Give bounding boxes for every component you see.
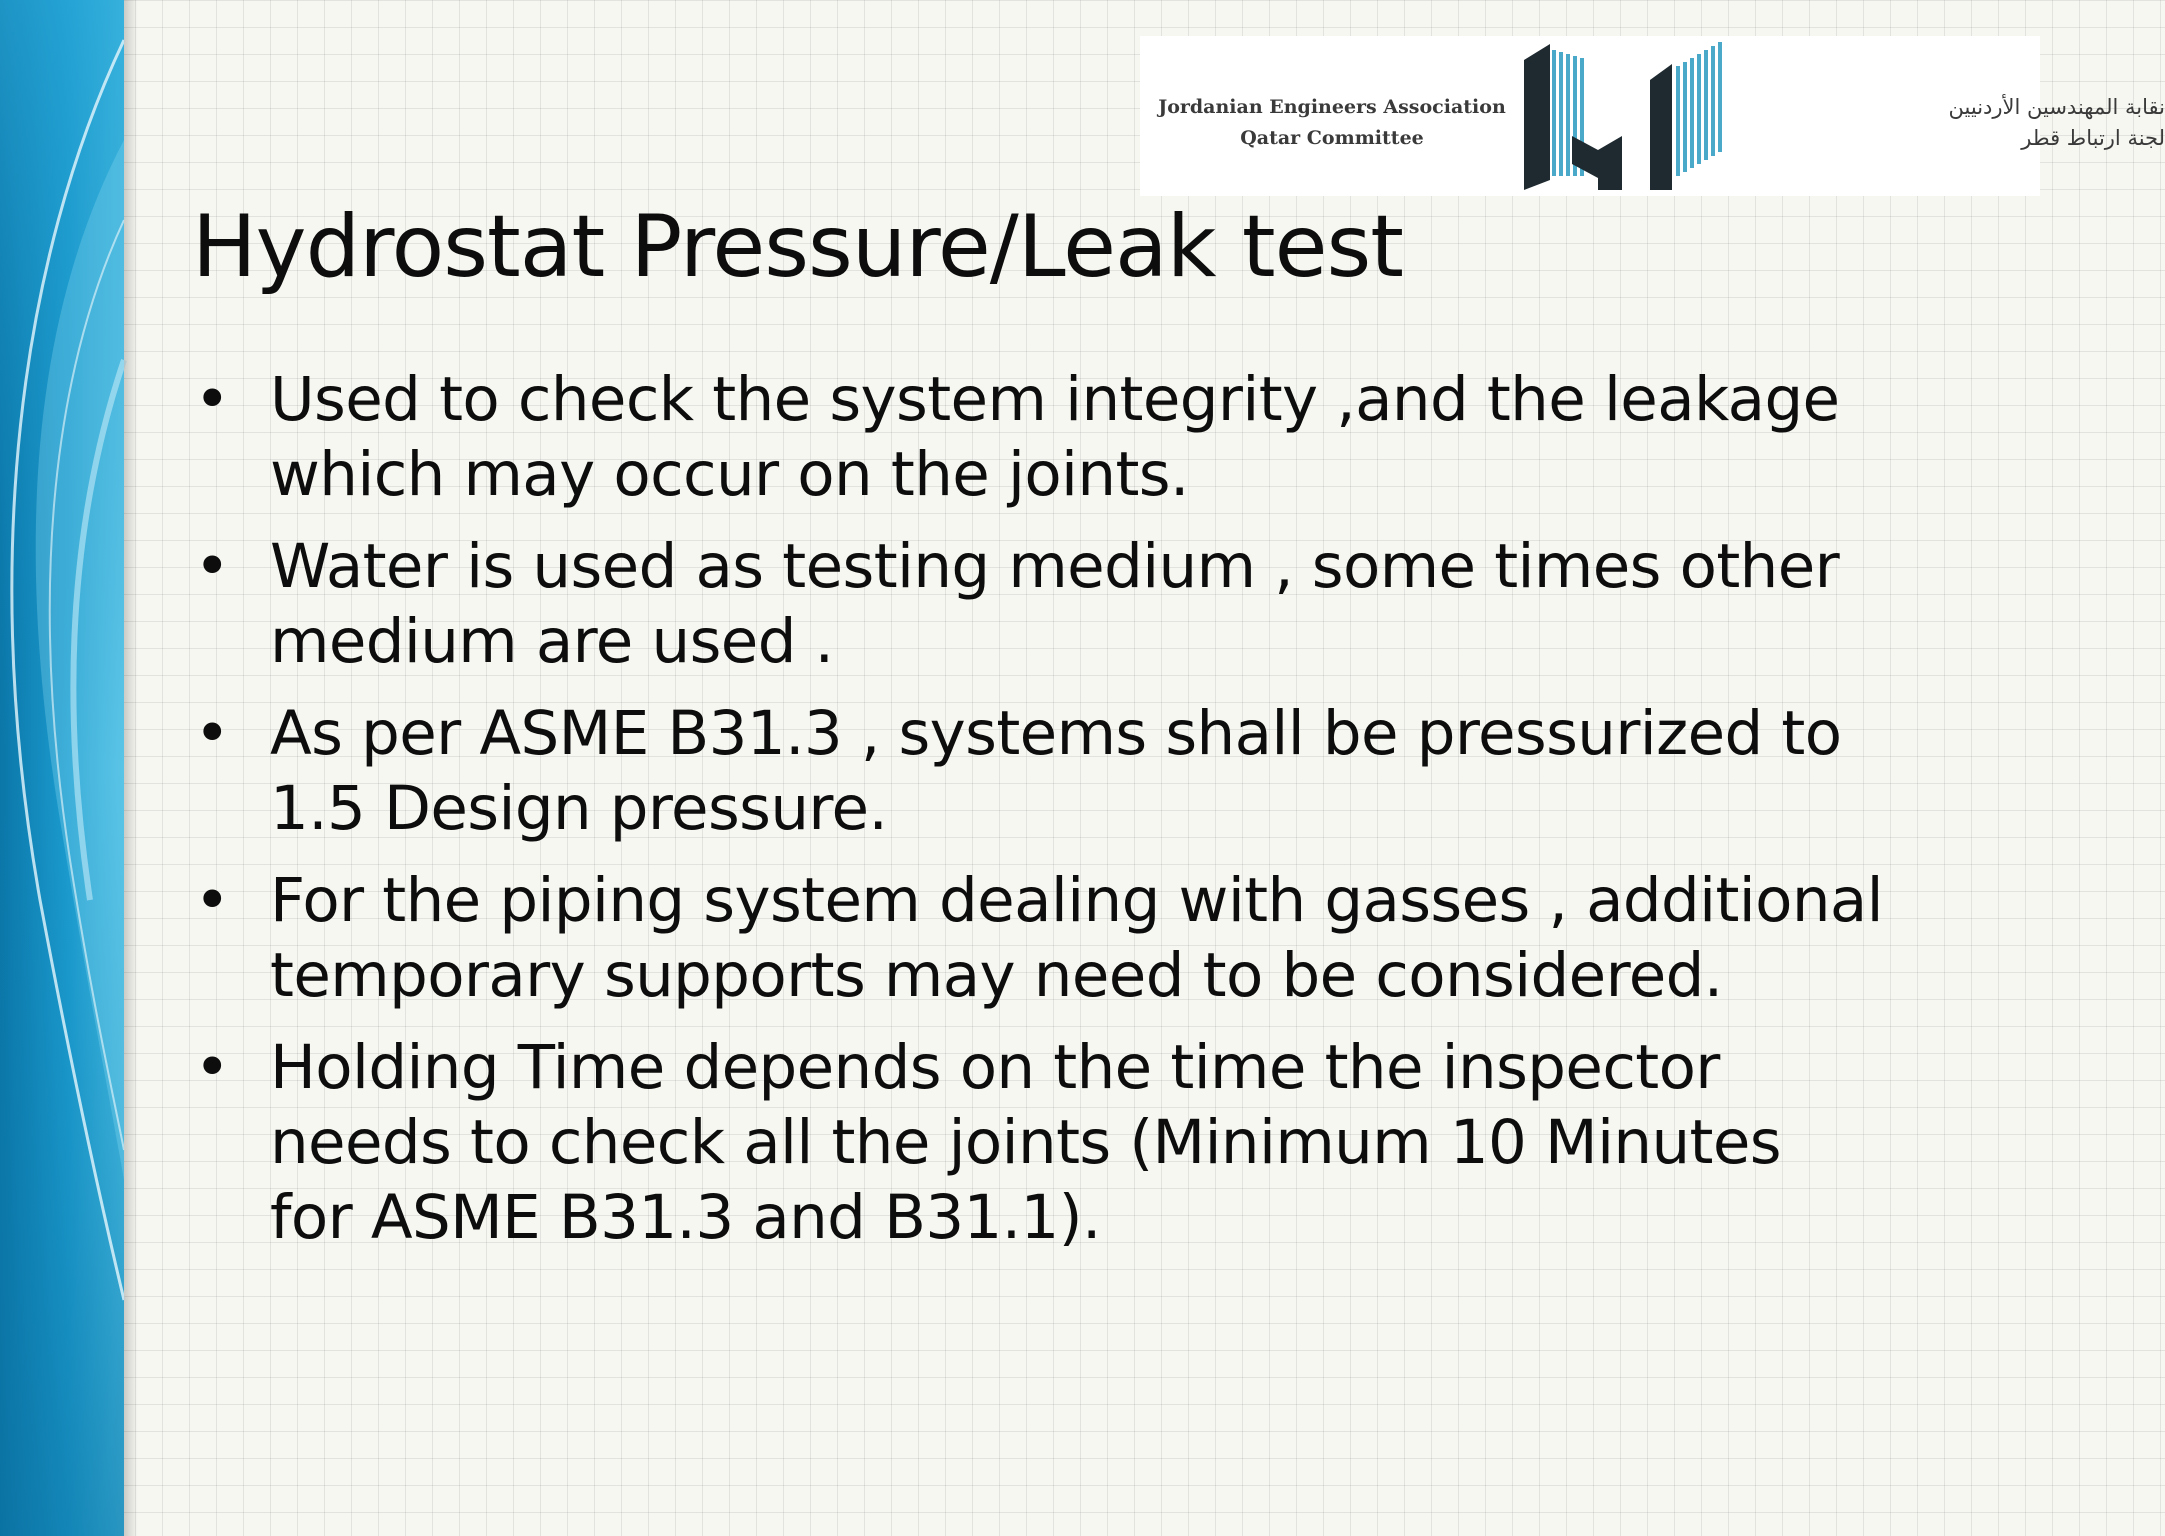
logo-english-line: Qatar Committee [1240, 127, 1424, 149]
bullet-dot-icon: • [194, 531, 230, 602]
bullet-line: Water is used as testing medium , some times other [270, 531, 1840, 602]
bullet-line: As per ASME B31.3 , systems shall be pressurized to [270, 698, 1842, 769]
bullet-line: temporary supports may need to be considered. [270, 940, 1723, 1011]
bullet-line: medium are used . [270, 606, 834, 677]
logo-english-line: Jordanian Engineers Association [1158, 96, 1506, 118]
bullet-item [192, 529, 1952, 679]
side-decoration-band [0, 0, 124, 1536]
bullet-dot-icon: • [194, 698, 230, 769]
swirl-decoration-icon [0, 0, 124, 1536]
bullet-line: Holding Time depends on the time the inspector [270, 1032, 1720, 1103]
bullet-line: for ASME B31.3 and B31.1). [270, 1182, 1101, 1253]
bullet-line: needs to check all the joints (Minimum 10 Minutes [270, 1107, 1781, 1178]
slide-title: Hydrostat Pressure/Leak test [192, 197, 1404, 297]
side-band-shadow [124, 0, 138, 1536]
bullet-list [192, 362, 1952, 1272]
bullet-dot-icon: • [194, 1032, 230, 1103]
bullet-line: which may occur on the joints. [270, 439, 1189, 510]
bullet-line: For the piping system dealing with gasses , additional [270, 865, 1884, 936]
association-logo [1140, 36, 2165, 196]
bullet-item [192, 1030, 1952, 1255]
bullet-item [192, 362, 1952, 512]
bullet-dot-icon: • [194, 865, 230, 936]
logo-arabic-text [1820, 92, 2165, 154]
bullet-dot-icon: • [194, 364, 230, 435]
logo-english-text [1152, 92, 1512, 154]
bullet-item [192, 696, 1952, 846]
bullet-item [192, 863, 1952, 1013]
logo-arabic-line: لجنة ارتباط قطر [2021, 126, 2165, 150]
logo-arabic-line: نقابة المهندسين الأردنيين [1948, 95, 2165, 119]
bullet-line: Used to check the system integrity ,and the leakage [270, 364, 1840, 435]
jea-emblem-icon [1512, 40, 1812, 190]
bullet-line: 1.5 Design pressure. [270, 773, 888, 844]
